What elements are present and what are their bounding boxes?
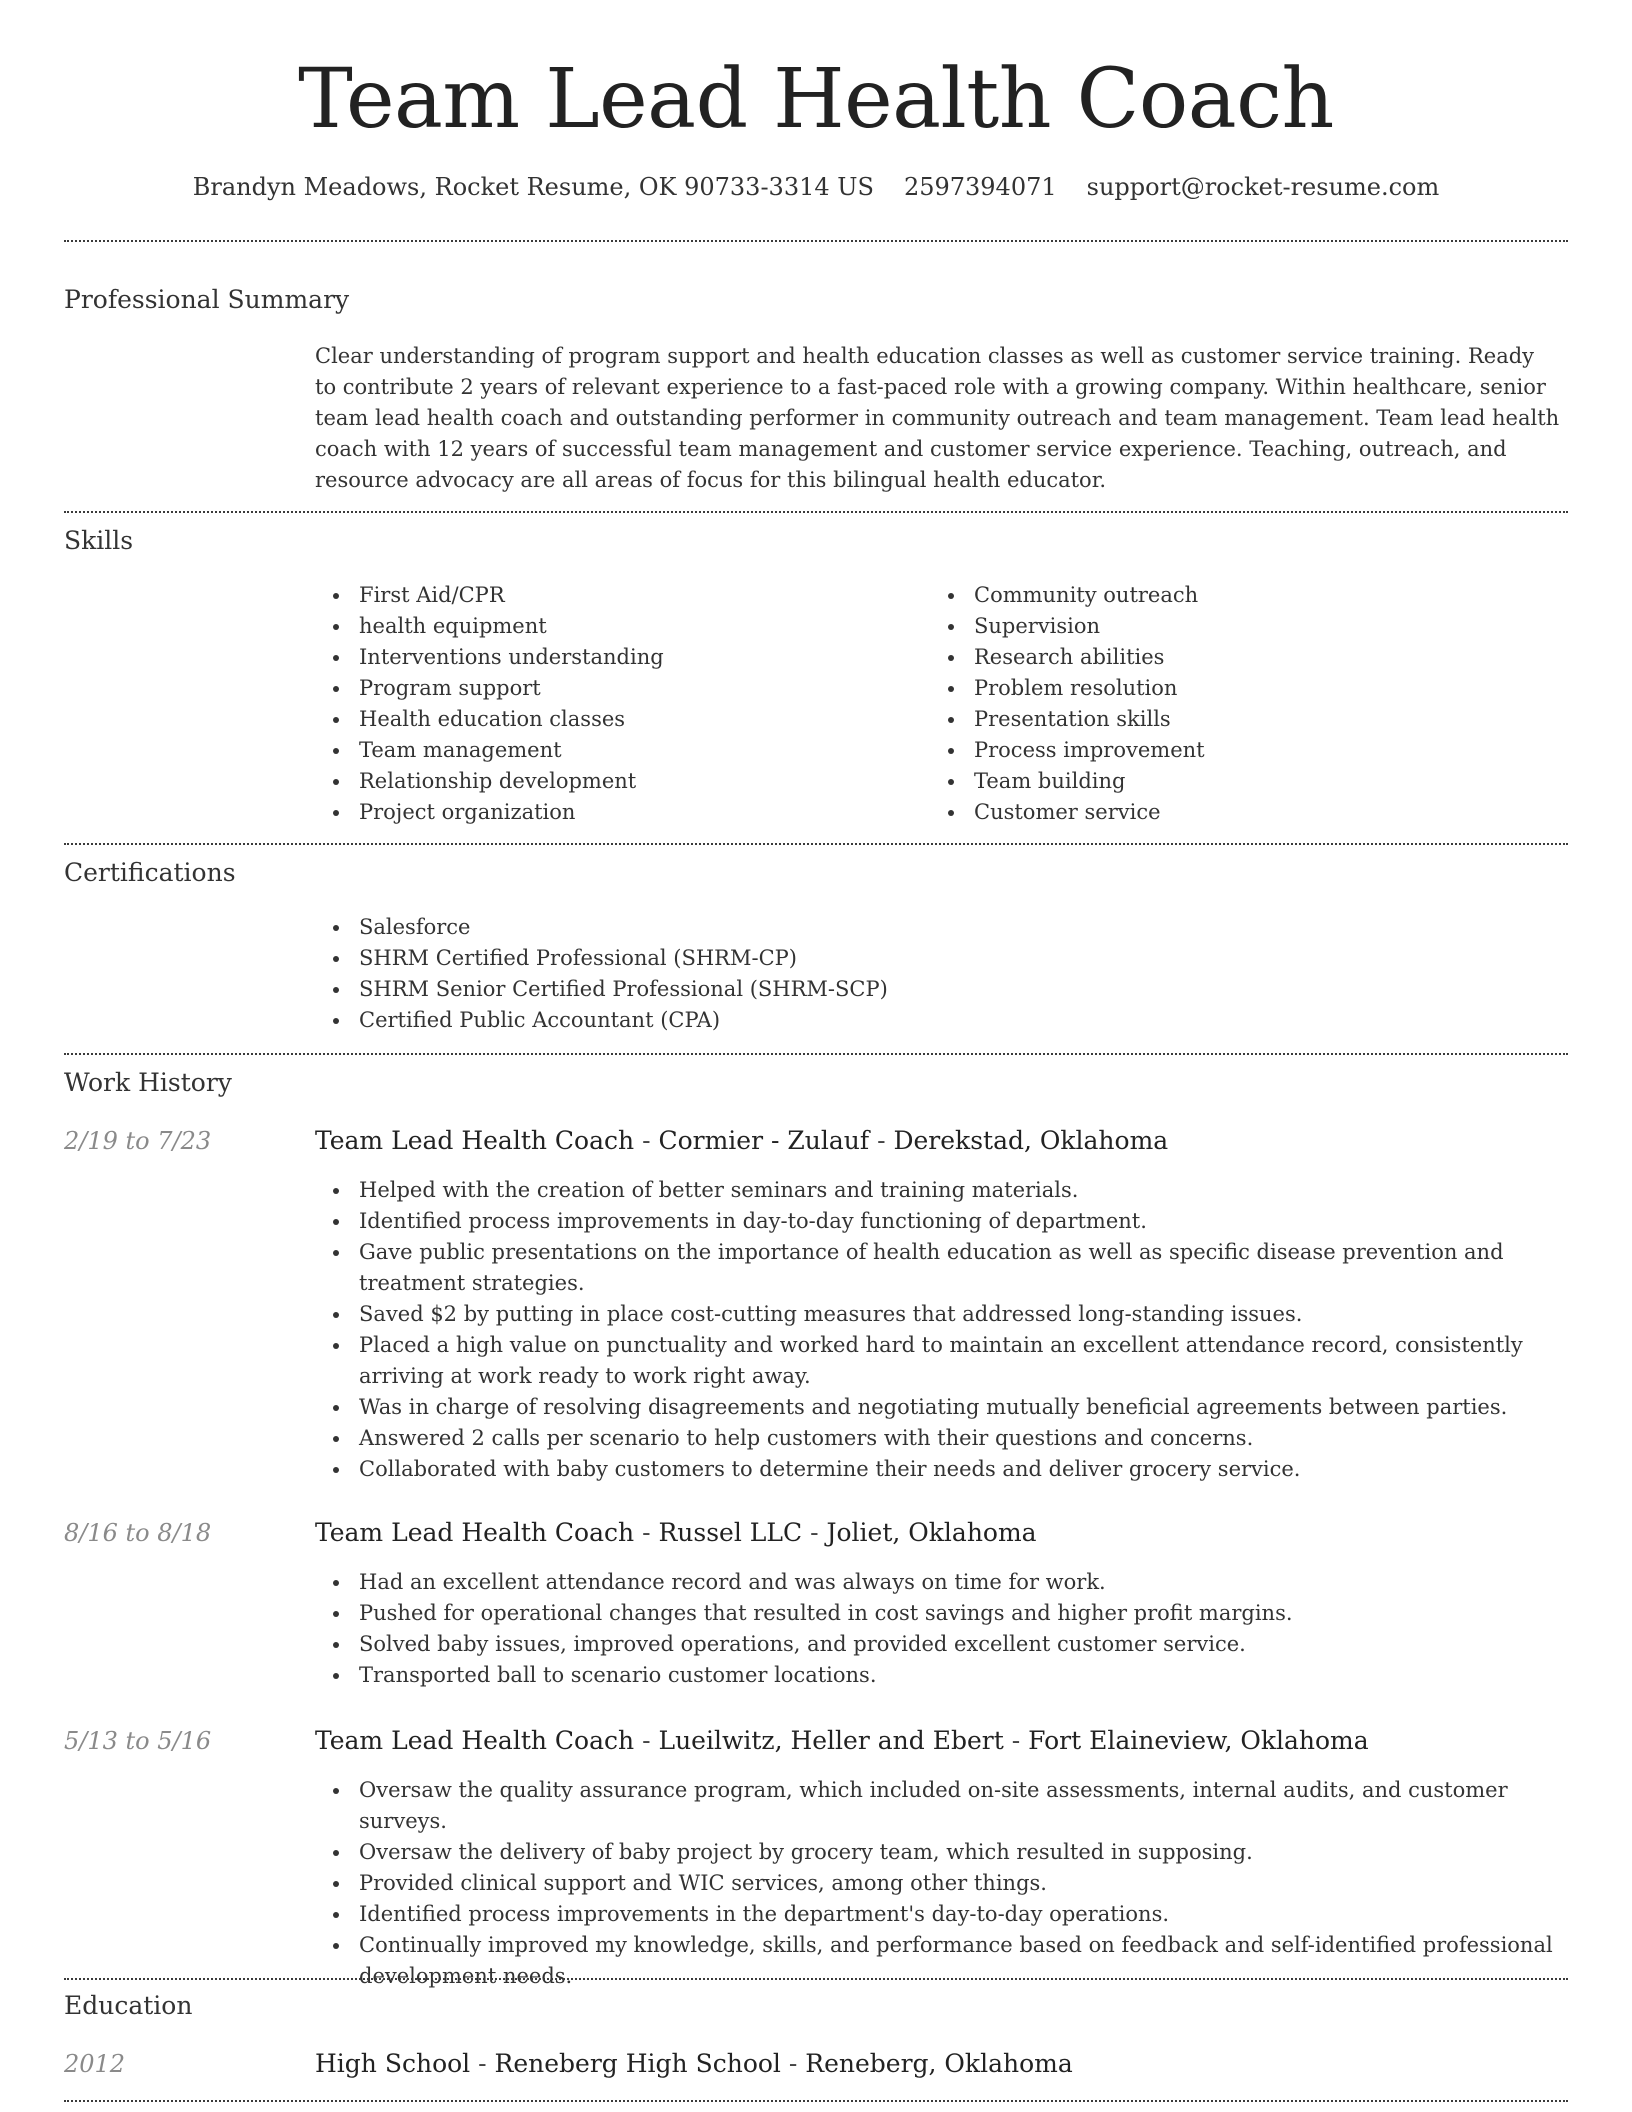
skills-left-column	[315, 580, 915, 828]
skill-item: First Aid/CPR	[359, 580, 915, 611]
job-duty: Collaborated with baby customers to determine their needs and deliver grocery service.	[359, 1454, 1560, 1485]
education-location: Reneberg, Oklahoma	[805, 2049, 1073, 2078]
section-divider	[64, 1978, 1568, 1980]
job-duty: Identified process improvements in day-to-day functioning of department.	[359, 1206, 1560, 1237]
job-location: Derekstad, Oklahoma	[893, 1126, 1169, 1155]
job-dates: 5/13 to 5/16	[64, 1727, 212, 1755]
job-duty: Continually improved my knowledge, skills, and performance based on feedback and self-identified professional development needs.	[359, 1930, 1560, 1992]
section-divider	[64, 1053, 1568, 1055]
certification-item: SHRM Senior Certified Professional (SHRM-SCP)	[359, 974, 1555, 1005]
skills-heading: Skills	[64, 526, 134, 555]
skill-item: Supervision	[974, 611, 1550, 642]
job-duty: Placed a high value on punctuality and worked hard to maintain an excellent attendance record, consistently arriving at work ready to work right away.	[359, 1330, 1560, 1392]
job-duties	[315, 1567, 1560, 1691]
job-duty: Pushed for operational changes that resulted in cost savings and higher profit margins.	[359, 1598, 1560, 1629]
job-duties	[315, 1175, 1560, 1485]
education-line: High School - Reneberg High School - Reneberg, Oklahoma	[315, 2049, 1073, 2078]
skill-item: Relationship development	[359, 766, 915, 797]
skill-item: Process improvement	[974, 735, 1550, 766]
job-title: Team Lead Health Coach	[315, 1518, 635, 1547]
job-duty: Provided clinical support and WIC services, among other things.	[359, 1868, 1560, 1899]
skill-item: Problem resolution	[974, 673, 1550, 704]
job-duties	[315, 1775, 1560, 1992]
job-duty: Oversaw the delivery of baby project by grocery team, which resulted in supposing.	[359, 1837, 1560, 1868]
skills-right-column	[930, 580, 1550, 828]
section-divider	[64, 843, 1568, 845]
job-title: Team Lead Health Coach	[315, 1726, 635, 1755]
skill-item: Program support	[359, 673, 915, 704]
job-company: Russel LLC	[658, 1518, 803, 1547]
job-duty: Helped with the creation of better seminars and training materials.	[359, 1175, 1560, 1206]
certifications-list	[315, 912, 1555, 1036]
job-location: Joliet, Oklahoma	[826, 1518, 1037, 1547]
skill-item: Presentation skills	[974, 704, 1550, 735]
job-title-line: Team Lead Health Coach - Lueilwitz, Heller and Ebert - Fort Elaineview, Oklahoma	[315, 1726, 1369, 1755]
job-company: Lueilwitz, Heller and Ebert	[658, 1726, 1004, 1755]
summary-text: Clear understanding of program support and health education classes as well as customer service training. Ready to contribute 2 years of relevant experience to a fast-paced role with a growing company. Within healthcare, senior team lead health coach and outstanding performer in community outreach and team management. Team lead health coach with 12 years of successful team management and customer service experience. Teaching, outreach, and resource advocacy are all areas of focus for this bilingual health educator.	[315, 344, 1560, 492]
skill-item: Health education classes	[359, 704, 915, 735]
job-duty: Saved $2 by putting in place cost-cutting measures that addressed long-standing issues.	[359, 1299, 1560, 1330]
certifications-heading: Certifications	[64, 858, 236, 887]
education-heading: Education	[64, 1991, 193, 2020]
section-divider	[64, 240, 1568, 242]
skill-item: Project organization	[359, 797, 915, 828]
job-duty: Gave public presentations on the importance of health education as well as specific disease prevention and treatment strategies.	[359, 1237, 1560, 1299]
certification-item: Certified Public Accountant (CPA)	[359, 1005, 1555, 1036]
job-title: Team Lead Health Coach	[315, 1126, 635, 1155]
job-title-line: Team Lead Health Coach - Russel LLC - Joliet, Oklahoma	[315, 1518, 1037, 1547]
summary-heading: Professional Summary	[64, 285, 350, 314]
certification-item: SHRM Certified Professional (SHRM-CP)	[359, 943, 1555, 974]
education-degree: High School	[315, 2049, 471, 2078]
section-divider	[64, 511, 1568, 513]
job-company: Cormier - Zulauf	[658, 1126, 870, 1155]
education-year: 2012	[64, 2050, 126, 2078]
candidate-name: Team Lead Health Coach	[298, 52, 1334, 147]
skill-item: Community outreach	[974, 580, 1550, 611]
skill-item: Interventions understanding	[359, 642, 915, 673]
contact-address: Brandyn Meadows, Rocket Resume, OK 90733-3314 US	[192, 173, 874, 201]
job-dates: 8/16 to 8/18	[64, 1519, 212, 1547]
skill-item: Customer service	[974, 797, 1550, 828]
job-duty: Solved baby issues, improved operations, and provided excellent customer service.	[359, 1629, 1560, 1660]
certification-item: Salesforce	[359, 912, 1555, 943]
skill-item: health equipment	[359, 611, 915, 642]
job-location: Fort Elaineview, Oklahoma	[1028, 1726, 1369, 1755]
job-duty: Identified process improvements in the department's day-to-day operations.	[359, 1899, 1560, 1930]
job-duty: Had an excellent attendance record and was always on time for work.	[359, 1567, 1560, 1598]
job-duty: Answered 2 calls per scenario to help customers with their questions and concerns.	[359, 1423, 1560, 1454]
job-duty: Transported ball to scenario customer locations.	[359, 1660, 1560, 1691]
education-school: Reneberg High School	[494, 2049, 781, 2078]
contact-phone: 2597394071	[903, 173, 1057, 201]
contact-line	[0, 170, 1632, 204]
job-duty: Was in charge of resolving disagreements and negotiating mutually beneficial agreements between parties.	[359, 1392, 1560, 1423]
job-title-line: Team Lead Health Coach - Cormier - Zulauf - Derekstad, Oklahoma	[315, 1126, 1169, 1155]
job-duty: Oversaw the quality assurance program, which included on-site assessments, internal audits, and customer surveys.	[359, 1775, 1560, 1837]
contact-email: support@rocket-resume.com	[1086, 173, 1440, 201]
section-divider	[64, 2100, 1568, 2102]
job-dates: 2/19 to 7/23	[64, 1127, 212, 1155]
skill-item: Team building	[974, 766, 1550, 797]
skill-item: Team management	[359, 735, 915, 766]
skill-item: Research abilities	[974, 642, 1550, 673]
work-history-heading: Work History	[64, 1068, 232, 1097]
